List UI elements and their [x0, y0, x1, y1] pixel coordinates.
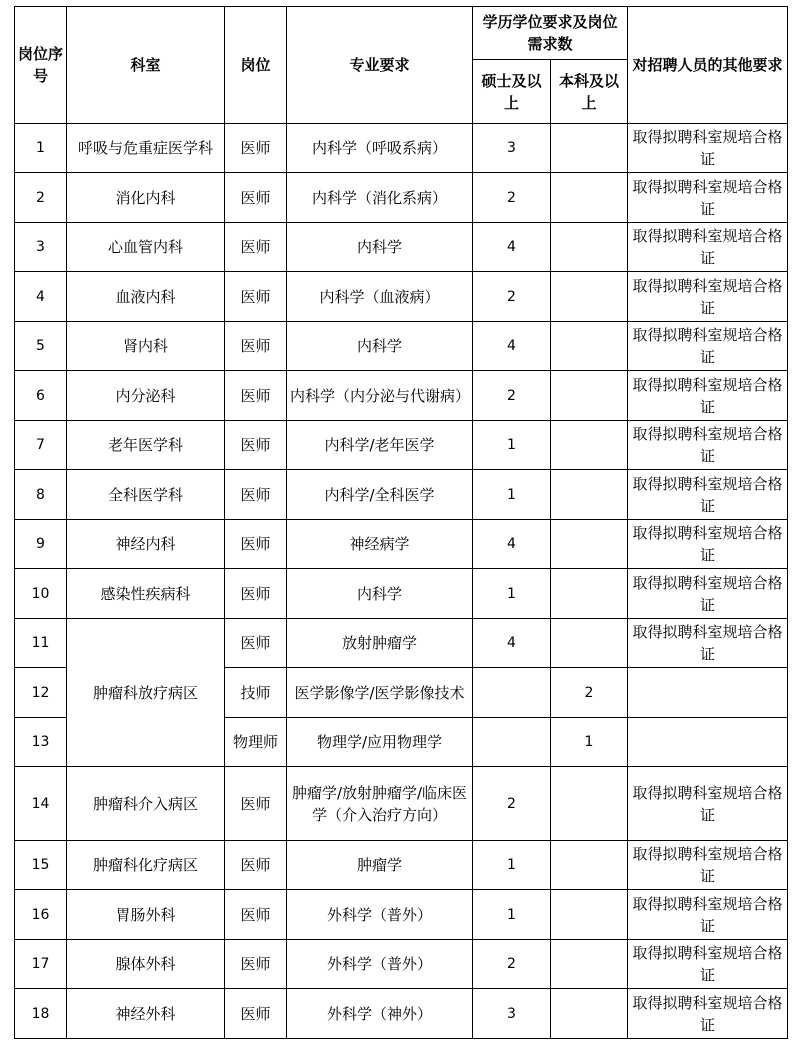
cell-dept: 神经内科 [67, 520, 225, 569]
cell-master: 4 [473, 223, 551, 272]
header-major: 专业要求 [287, 7, 473, 124]
cell-major: 肿瘤学/放射肿瘤学/临床医学（介入治疗方向） [287, 767, 473, 841]
header-bachelor: 本科及以上 [551, 60, 628, 124]
cell-dept: 内分泌科 [67, 371, 225, 421]
cell-post: 医师 [225, 421, 287, 470]
cell-dept: 全科医学科 [67, 470, 225, 520]
cell-post: 医师 [225, 569, 287, 619]
cell-post: 医师 [225, 371, 287, 421]
table-row [15, 371, 788, 421]
cell-other: 取得拟聘科室规培合格证 [628, 569, 788, 619]
cell-seq: 16 [15, 890, 67, 940]
cell-dept: 感染性疾病科 [67, 569, 225, 619]
table-row [15, 989, 788, 1039]
cell-other: 取得拟聘科室规培合格证 [628, 767, 788, 841]
table-row [15, 470, 788, 520]
cell-post: 医师 [225, 767, 287, 841]
cell-seq: 2 [15, 173, 67, 223]
cell-major: 外科学（普外） [287, 890, 473, 940]
cell-dept: 肿瘤科放疗病区 [67, 619, 225, 767]
cell-post: 医师 [225, 223, 287, 272]
cell-master: 1 [473, 470, 551, 520]
table-row [15, 272, 788, 322]
cell-other: 取得拟聘科室规培合格证 [628, 520, 788, 569]
cell-master: 4 [473, 520, 551, 569]
cell-post: 医师 [225, 322, 287, 371]
cell-seq: 10 [15, 569, 67, 619]
cell-major: 外科学（神外） [287, 989, 473, 1039]
table-row [15, 124, 788, 173]
header-dept: 科室 [67, 7, 225, 124]
table-row [15, 223, 788, 272]
cell-bachelor [551, 272, 628, 322]
cell-dept: 呼吸与危重症医学科 [67, 124, 225, 173]
cell-other: 取得拟聘科室规培合格证 [628, 989, 788, 1039]
table-row [15, 569, 788, 619]
cell-seq: 14 [15, 767, 67, 841]
cell-other: 取得拟聘科室规培合格证 [628, 841, 788, 890]
cell-major: 内科学（呼吸系病） [287, 124, 473, 173]
table-row [15, 421, 788, 470]
cell-other: 取得拟聘科室规培合格证 [628, 421, 788, 470]
cell-major: 物理学/应用物理学 [287, 718, 473, 767]
cell-bachelor: 2 [551, 668, 628, 718]
cell-master: 3 [473, 124, 551, 173]
header-other: 对招聘人员的其他要求 [628, 7, 788, 124]
cell-dept: 腺体外科 [67, 940, 225, 989]
cell-dept: 肾内科 [67, 322, 225, 371]
cell-seq: 5 [15, 322, 67, 371]
table-row [15, 173, 788, 223]
cell-dept: 胃肠外科 [67, 890, 225, 940]
cell-post: 医师 [225, 520, 287, 569]
header-master: 硕士及以上 [473, 60, 551, 124]
cell-post: 医师 [225, 890, 287, 940]
cell-bachelor [551, 841, 628, 890]
cell-dept: 肿瘤科介入病区 [67, 767, 225, 841]
table-row [15, 619, 788, 668]
cell-master [473, 718, 551, 767]
header-edu-group: 学历学位要求及岗位需求数 [473, 7, 628, 60]
cell-post: 物理师 [225, 718, 287, 767]
cell-bachelor [551, 371, 628, 421]
table-row [15, 890, 788, 940]
cell-post: 医师 [225, 619, 287, 668]
cell-major: 内科学/全科医学 [287, 470, 473, 520]
cell-seq: 11 [15, 619, 67, 668]
table-row [15, 322, 788, 371]
cell-other: 取得拟聘科室规培合格证 [628, 619, 788, 668]
cell-bachelor [551, 989, 628, 1039]
cell-bachelor [551, 619, 628, 668]
cell-bachelor [551, 421, 628, 470]
cell-master: 2 [473, 371, 551, 421]
cell-seq: 1 [15, 124, 67, 173]
table-body [15, 124, 788, 1039]
cell-dept: 老年医学科 [67, 421, 225, 470]
cell-other: 取得拟聘科室规培合格证 [628, 371, 788, 421]
table-row [15, 940, 788, 989]
cell-master: 1 [473, 890, 551, 940]
cell-other: 取得拟聘科室规培合格证 [628, 272, 788, 322]
recruitment-table [14, 6, 788, 1039]
cell-master: 4 [473, 322, 551, 371]
cell-seq: 9 [15, 520, 67, 569]
cell-master: 1 [473, 421, 551, 470]
cell-other [628, 718, 788, 767]
cell-post: 医师 [225, 272, 287, 322]
cell-post: 医师 [225, 173, 287, 223]
cell-other: 取得拟聘科室规培合格证 [628, 173, 788, 223]
cell-master: 2 [473, 173, 551, 223]
cell-other: 取得拟聘科室规培合格证 [628, 322, 788, 371]
cell-bachelor [551, 124, 628, 173]
cell-major: 医学影像学/医学影像技术 [287, 668, 473, 718]
cell-seq: 7 [15, 421, 67, 470]
cell-master [473, 668, 551, 718]
cell-seq: 6 [15, 371, 67, 421]
cell-seq: 4 [15, 272, 67, 322]
cell-major: 内科学（消化系病） [287, 173, 473, 223]
cell-major: 内科学 [287, 569, 473, 619]
cell-other: 取得拟聘科室规培合格证 [628, 940, 788, 989]
cell-dept: 心血管内科 [67, 223, 225, 272]
cell-master: 1 [473, 841, 551, 890]
cell-dept: 肿瘤科化疗病区 [67, 841, 225, 890]
cell-other: 取得拟聘科室规培合格证 [628, 890, 788, 940]
cell-seq: 8 [15, 470, 67, 520]
cell-major: 肿瘤学 [287, 841, 473, 890]
cell-bachelor [551, 322, 628, 371]
cell-post: 医师 [225, 470, 287, 520]
cell-major: 内科学 [287, 322, 473, 371]
cell-bachelor [551, 520, 628, 569]
cell-bachelor [551, 890, 628, 940]
cell-master: 3 [473, 989, 551, 1039]
table-header [15, 7, 788, 124]
cell-seq: 17 [15, 940, 67, 989]
cell-seq: 18 [15, 989, 67, 1039]
cell-dept: 神经外科 [67, 989, 225, 1039]
cell-post: 医师 [225, 124, 287, 173]
cell-major: 内科学/老年医学 [287, 421, 473, 470]
cell-other: 取得拟聘科室规培合格证 [628, 470, 788, 520]
cell-seq: 12 [15, 668, 67, 718]
cell-bachelor [551, 173, 628, 223]
cell-other: 取得拟聘科室规培合格证 [628, 223, 788, 272]
cell-post: 技师 [225, 668, 287, 718]
cell-seq: 15 [15, 841, 67, 890]
cell-other [628, 668, 788, 718]
cell-master: 1 [473, 569, 551, 619]
cell-master: 4 [473, 619, 551, 668]
cell-post: 医师 [225, 989, 287, 1039]
cell-bachelor: 1 [551, 718, 628, 767]
table-row [15, 520, 788, 569]
cell-other: 取得拟聘科室规培合格证 [628, 124, 788, 173]
cell-bachelor [551, 767, 628, 841]
cell-major: 放射肿瘤学 [287, 619, 473, 668]
cell-dept: 消化内科 [67, 173, 225, 223]
cell-seq: 13 [15, 718, 67, 767]
cell-master: 2 [473, 272, 551, 322]
cell-major: 内科学（内分泌与代谢病） [287, 371, 473, 421]
table-row [15, 767, 788, 841]
table-row [15, 841, 788, 890]
header-post: 岗位 [225, 7, 287, 124]
cell-master: 2 [473, 767, 551, 841]
cell-major: 内科学 [287, 223, 473, 272]
cell-major: 内科学（血液病） [287, 272, 473, 322]
header-seq: 岗位序号 [15, 7, 67, 124]
cell-bachelor [551, 470, 628, 520]
cell-post: 医师 [225, 940, 287, 989]
cell-major: 外科学（普外） [287, 940, 473, 989]
cell-bachelor [551, 223, 628, 272]
cell-dept: 血液内科 [67, 272, 225, 322]
cell-seq: 3 [15, 223, 67, 272]
cell-bachelor [551, 569, 628, 619]
cell-bachelor [551, 940, 628, 989]
cell-master: 2 [473, 940, 551, 989]
cell-major: 神经病学 [287, 520, 473, 569]
cell-post: 医师 [225, 841, 287, 890]
